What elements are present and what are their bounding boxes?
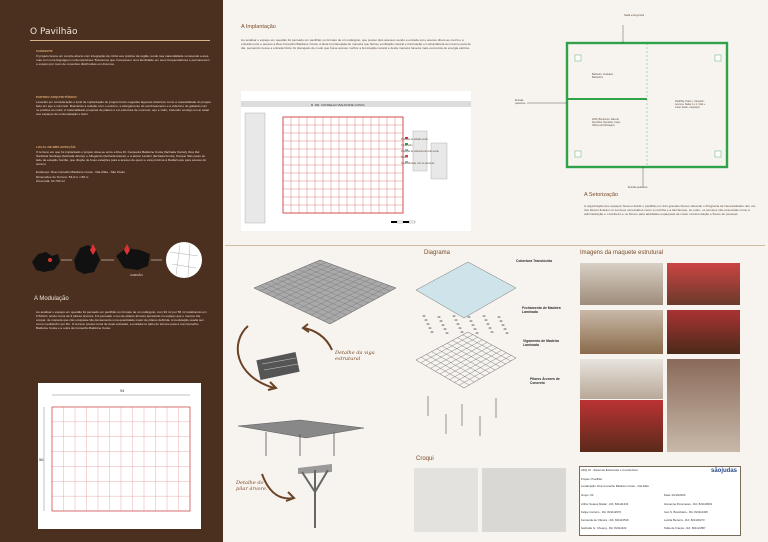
beam-detail-label: Detalhe da viga estrutural: [335, 350, 375, 362]
party-text: Levando em consideração o local de implantação do projeto foram segadas algumas diretrizes como a materialidade do projeto feito em aço e concreto. Buscando a relação com o entorno, e alongamento do sombreamento e a vida livre do gabarito com os prédios ao redor. A materialidade proposta de pilares é em estrutura de concreto, aço e vidro, trazendo consigo um ar atual aos espaços de contemplação e lazer.: [36, 100, 211, 117]
zoning-plan: [483, 17, 753, 193]
zoning-bottom-label: Entrada pedestres: [628, 186, 648, 189]
timber-beams: [416, 332, 516, 388]
croqui-heading: Croqui: [416, 456, 434, 462]
pillar-detail-label: Detalhe do pilar árvore.: [236, 480, 268, 492]
canopy-elevation: [236, 418, 366, 458]
implantation-heading: A Implantação: [241, 24, 276, 30]
zoning-block3: Pavilhão, Palco + Camarim, Acervos, Salas 1 e 2, Café + Lazer, Estar + Espaços: [675, 100, 706, 109]
state-map-shape: [32, 252, 60, 272]
label-pillars: Pilares Árvores de Concreto: [530, 377, 560, 385]
model-photo-1: [580, 263, 663, 305]
modulation-text: Ao analisar o espaço em questão foi pensado um pavilhão no formato de um retângulo, com 94 m² por 56 m² totalizando em 6.544m², tendo cerca de 9 pilares árvores. Foi pensado o uso de pilares árvores pensando no espaço que o mesmo iria ocupar, de maneira que não ocupasse tão densamente uma quantidade maior de pilares definida. A modulação usada tem como medida 8m por 8m. O terreno possui cerca de duas entradas, a entrada no pátio do terreno para a rua Conselho Baldoine Costa e a outra da Conselho Baldoine Costa.: [36, 310, 207, 331]
site-legend-labels: Projeção do telhado verde Implantado Projeção de cobertura de vidro verde Pilares Área edificada, com os canteiros: [401, 139, 439, 165]
images-heading: Imagens da maquete estrutural: [580, 250, 664, 256]
district-map-shape: [116, 248, 150, 270]
implantation-text: Ao analisar o espaço em questão foi pensado um pavilhão no formato de um retângulo, que possui dois acessos sendo a entrada sul e acesso direto ao metrô e a entrada norte e acesso a Rua Conselho Baldoine Costa. A ideia foi planejada de maneira que fluísse ventilação natural e iluminação em abundância ao mesmo para de dia, pensando nesse a entrada Norte foi planejado de modo que fosse acesso melhor a iluminação natural e desta maneira haveria mais economia de energia elétrica.: [241, 38, 471, 51]
title-block: ARQ 10 - Sistemas Estruturais e Construtivos sãojudas Projeto: Pavilhão Localização: Rua Conselho Baldoine Costa - Vila Zilda Grupo: 04 Data: 24/10/2023 Arthur Soares Mattar - RA: 821111234 Felipe Carreiro - RA: 821112670 Fernanda de Oliveira - RA: 821113516 Gabrielle G. Chuang - RA: 82111422 Giovanna Potomasso - RA: 821118291 Ivan S. Brambatto - RA: 821114436 Letícia Bezerra - RA: 821100273 Talita de França - RA: 821121657: [579, 466, 741, 536]
model-photo-5: [580, 359, 663, 399]
location-maps: [30, 240, 220, 285]
area-text: Área total: 10.700 m²: [36, 178, 65, 183]
plan-dim-top: 94: [120, 388, 125, 393]
modulation-plan: [38, 383, 201, 529]
stamp-address: Rua Conselho Baldoine Costa - Vila Zilda: [597, 484, 649, 488]
stamp-project: Pavilhão: [591, 477, 603, 481]
left-panel: [0, 0, 223, 542]
stamp-date: 24/10/2023: [671, 493, 686, 497]
scale-bar: [391, 221, 415, 223]
stamp-group: 04: [590, 493, 594, 497]
party-heading: PARTIDO ARQUITETÔNICO:: [36, 95, 78, 99]
map-label: CARRÃO: [130, 273, 143, 277]
address-text: Endereço: Rua Conselho Baldoine Costa - Vila Zilda - São Paulo: [36, 170, 125, 175]
canopy-axonometric: [250, 258, 400, 328]
concept-heading: CONCEITO:: [36, 49, 54, 53]
stamp-course: ARQ 10 - Sistemas Estruturais e Construtivos: [581, 468, 638, 472]
model-photo-7: [667, 359, 740, 452]
sketch-2: [482, 468, 566, 532]
label-cover: Cobertura Translúcida: [516, 259, 552, 263]
location-heading: LOCAL DE IMPLANTAÇÃO:: [36, 145, 77, 149]
exploded-diagram: [410, 258, 520, 438]
model-photo-2: [667, 263, 740, 305]
state-pin-icon: [48, 258, 52, 262]
diagram-heading: Diagrama: [424, 250, 451, 256]
dimensions-text: Dimensões do Terreno: 53,0 m x 88 m: [36, 174, 89, 179]
location-text: O terreno em que foi implantado o projeto situa-se entre a Rua Dr. Cerqueira Baldoine Costa (fachada frontal), Rua Del Sanitária Santiago (fachada direita), e Alfegando (fachada lateral), e a atrizel Lavidor (fachada fundo), Parque São paulo ao lado da estação Carrão, que dispõe de boas estações para a acesso de quem e esta próxima à Radial leste para acesso do terreno.: [36, 150, 207, 167]
stamp-brand: sãojudas: [710, 468, 737, 474]
location-section: [36, 145, 211, 183]
translucent-cover: [416, 262, 516, 318]
sketch-1: [414, 468, 478, 532]
zoning-heading: A Setorização: [584, 192, 618, 198]
model-photo-4: [667, 310, 740, 354]
page-title: O Pavilhão: [30, 27, 78, 37]
site-zoom-circle: [166, 242, 202, 278]
model-photo-6: [580, 400, 663, 452]
street-label: R. DR. CONSELHO BALDOINE COSTA: [311, 103, 365, 107]
title-divider: [30, 40, 210, 41]
zoning-block2: ADM, Banheiros, Sala de Reuniões, Depósito, Copa, Oficina de Montagem: [592, 118, 621, 127]
label-beams: Vigamento de Madeira Laminada: [523, 339, 559, 347]
city-map-shape: [74, 245, 100, 274]
concept-section: [36, 49, 211, 66]
label-closure: Fechamento de Madeira Laminada: [522, 306, 561, 314]
model-photo-3: [580, 310, 663, 354]
tree-pillars: [428, 396, 496, 436]
section-divider: [225, 245, 765, 246]
zoning-left-label: Entrada pedestres: [515, 99, 526, 105]
concept-text: O projeto busca um convite aberto com integração de robôs aos prédios da região, tendo sua materialidade remetendo a eles, mas com uma linguagem contemporânea. Buscamos que trouxessem uma identidade em seus frequentadores e permanecem o espaço por meio de conexões distribuídas em diversos.: [36, 54, 210, 67]
zoning-block1: Banheiro, Vestuário, Banheiros: [592, 73, 614, 79]
plan-dim-left: 56: [39, 457, 44, 462]
modulation-title: A Modulação: [34, 296, 69, 302]
tree-pillar-detail: [296, 462, 334, 532]
zoning-text: A organização dos espaços buscou dividir o pavilhão em três grandes blocos situando o Programa de Necessidades. Em um dos blocos ficaram os serviços necessários como a cozinha e a lanchonete, ao outro, os serviços não essenciais como a administração e o banheiro e os blocos para atividades espaçosas de maior movimentação e fluxos de pessoas.: [584, 204, 756, 217]
detail-arrows: [234, 322, 344, 402]
zoning-top-label: Saída emergencial: [624, 14, 644, 17]
party-section: [36, 95, 211, 116]
